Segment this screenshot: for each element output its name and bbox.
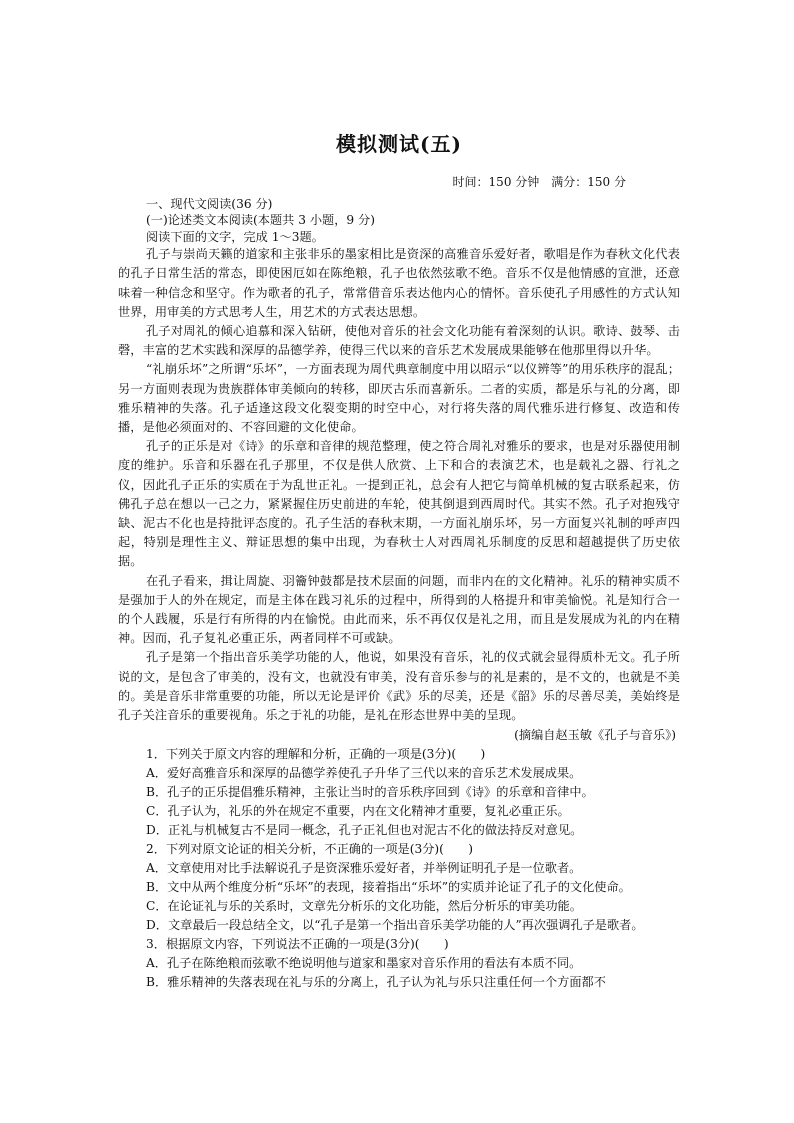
passage-paragraph: 孔子的正乐是对《诗》的乐章和音律的规范整理，使之符合周礼对雅乐的要求，也是对乐器使用制度的维护。乐音和乐器在孔子那里，不仅是供人欣赏、上下和合的表演艺术，也是载礼之器、行礼之仪，因此孔子正乐的实质在于为乱世正礼。一提到正礼，总会有人把它与简单机械的复古联系起来，仿佛孔子总在想以一己之力，紧紧握住历史前进的车轮，使其倒退到西周时代。其实不然。孔子对抱残守缺、泥古不化也是持批评态度的。孔子生活的春秋末期，一方面礼崩乐坏，另一方面复兴礼制的呼声四起，特别是理性主义、辩证思想的集中出现，为春秋士人对西周礼乐制度的反思和超越提供了历史依据。 <box>118 439 680 569</box>
passage-paragraph: 在孔子看来，揖让周旋、羽籥钟鼓都是技术层面的问题，而非内在的文化精神。礼乐的精神实质不是强加于人的外在规定，而是主体在践习礼乐的过程中，所得到的人格提升和审美愉悦。礼是知行合一的个人践履，乐是行有所得的内在愉悦。由此而来，乐不再仅仅是礼之用，而且是发展成为礼的内在精神。因而，孔子复礼必重正乐，两者同样不可或缺。 <box>118 573 680 646</box>
question-list <box>118 745 680 992</box>
passage-paragraph: 孔子是第一个指出音乐美学功能的人，他说，如果没有音乐，礼的仪式就会显得质朴无文。孔子所说的文，是包含了审美的，没有文，也就没有审美，没有音乐参与的礼是素的，是不文的，也就是不美的。美是音乐非常重要的功能，所以无论是评价《武》乐的尽美，还是《韶》乐的尽善尽美，美始终是孔子关注音乐的重要视角。乐之于礼的功能，是礼在形态世界中美的呈现。 <box>118 650 680 723</box>
question-2-option-b: B．文中从两个维度分析“乐坏”的表现，接着指出“乐坏”的实质并论证了孔子的文化使命。 <box>146 880 631 895</box>
question-2-option-d: D．文章最后一段总结全文，以“孔子是第一个指出音乐美学功能的人”再次强调孔子是歌者。 <box>146 918 644 933</box>
passage-paragraph: “礼崩乐坏”之所谓“乐坏”，一方面表现为周代典章制度中用以昭示“以仪辨等”的用乐秩序的混乱；另一方面则表现为贵族群体审美倾向的转移，即厌古乐而喜新乐。二者的实质，都是乐与礼的分离，即雅乐精神的失落。孔子适逢这段文化裂变期的时空中心，对行将失落的周代雅乐进行修复、改造和传播，是他必须面对的、不容回避的文化使命。 <box>118 362 680 435</box>
passage-paragraph: 孔子与崇尚天籁的道家和主张非乐的墨家相比是资深的高雅音乐爱好者，歌唱是作为春秋文化代表的孔子日常生活的常态，即使困厄如在陈绝粮，孔子也依然弦歌不绝。音乐不仅是他情感的宣泄，还意味着一种信念和坚守。作为歌者的孔子，常常借音乐表达他内心的情怀。音乐使孔子用感性的方式认知世界，用审美的方式思考人生，用艺术的方式表达思想。 <box>118 247 680 319</box>
exam-title: 模拟测试(五) <box>336 132 462 156</box>
question-1-option-c: C．孔子认为，礼乐的外在规定不重要，内在文化精神才重要，复礼必重正乐。 <box>146 804 570 819</box>
question-2-option-a: A．文章使用对比手法解说孔子是资深雅乐爱好者，并举例证明孔子是一位歌者。 <box>146 861 582 876</box>
passage-source: (摘编自赵玉敏《孔子与音乐》) <box>514 728 676 743</box>
question-2-stem: 2．下列对原文论证的相关分析，不正确的一项是(3分)( ) <box>146 842 474 857</box>
question-1-option-b: B．孔子的正乐提倡雅乐精神，主张让当时的音乐秩序回到《诗》的乐章和音律中。 <box>146 785 594 800</box>
passage-paragraph: 孔子对周礼的倾心追慕和深入钻研，使他对音乐的社会文化功能有着深刻的认识。歌诗、鼓琴、击磬，丰富的艺术实践和深厚的品德学养，使得三代以来的音乐艺术发展成果能够在他那里得以升华。 <box>118 324 680 358</box>
question-1-stem: 1．下列关于原文内容的理解和分析，正确的一项是(3分)( ) <box>146 747 486 762</box>
exam-page <box>118 118 680 1123</box>
reading-instruction: 阅读下面的文字，完成 1～3题。 <box>146 229 324 244</box>
question-2-option-c: C．在论证礼与乐的关系时，文章先分析乐的文化功能，然后分析乐的审美功能。 <box>146 899 582 914</box>
exam-meta: 时间：150 分钟 满分：150 分 <box>452 175 626 189</box>
section-heading: 一、现代文阅读(36 分) <box>146 197 273 211</box>
question-1-option-a: A．爱好高雅音乐和深厚的品德学养使孔子升华了三代以来的音乐艺术发展成果。 <box>146 766 582 781</box>
reading-passage <box>118 245 680 725</box>
question-3-option-b: B．雅乐精神的失落表现在礼与乐的分离上，孔子认为礼与乐只注重任何一个方面都不 <box>146 975 606 990</box>
subsection-heading: (一)论述类文本阅读(本题共 3 小题，9 分) <box>146 213 375 228</box>
question-1-option-d: D．正礼与机械复古不是同一概念，孔子正礼但也对泥古不化的做法持反对意见。 <box>146 823 583 838</box>
question-3-stem: 3．根据原文内容，下列说法不正确的一项是(3分)( ) <box>146 937 449 952</box>
question-3-option-a: A．孔子在陈绝粮而弦歌不绝说明他与道家和墨家对音乐作用的看法有本质不同。 <box>146 956 582 971</box>
